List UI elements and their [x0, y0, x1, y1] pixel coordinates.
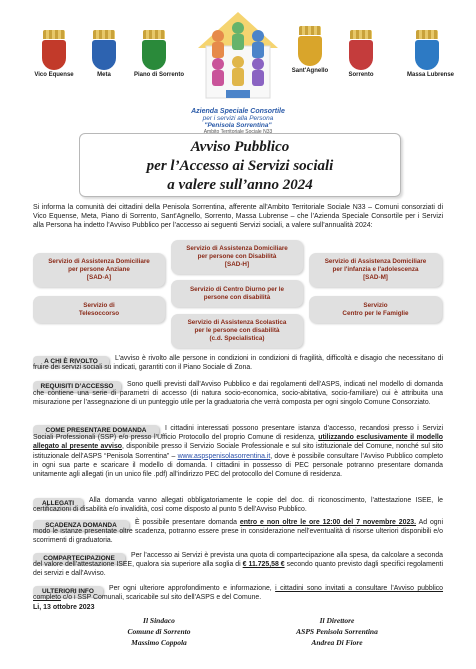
service-line: (c.d. Specialistica) — [209, 335, 265, 342]
shield-icon — [92, 40, 116, 70]
service-line: Servizio di Assistenza Domiciliare — [186, 245, 288, 252]
signature-entity: ASPS Penisola Sorrentina — [296, 627, 378, 636]
title-line-2: per l’Accesso ai Servizi sociali — [146, 158, 334, 174]
signature-entity: Comune di Sorrento — [127, 627, 191, 636]
service-line: Servizio di Centro Diurno per le — [189, 285, 285, 293]
service-sad-m — [309, 253, 442, 287]
section-ulteriori-info — [33, 584, 443, 602]
website-link[interactable]: www.aspspenisolasorrentina.it — [177, 452, 271, 460]
crown-icon — [93, 30, 115, 39]
crown-icon — [416, 30, 438, 39]
text-run: Ad ogni modo le istanze presentate oltre scadenza, potranno essere prese in considerazione nell’eventualità di risorse ulteriori disponibili e/o scorrimenti di graduatoria. — [33, 519, 443, 545]
page-title — [79, 133, 401, 197]
section-come-presentare — [33, 424, 443, 479]
header — [0, 0, 476, 150]
signature-role: Il Sindaco — [143, 616, 175, 625]
text-run: c/o i SSP Comunali, scaricabile sul sito dell’ASPS e del Comune. — [60, 594, 262, 602]
service-line: per persone Anziane — [68, 266, 130, 273]
agency-name — [150, 108, 326, 135]
text-run: Per l’accesso ai Servizi è prevista una quota di compartecipazione alla spesa, da calcolare a seconda del valore dell’attestazione ISEE, qualora sia superiore alla soglia di — [33, 552, 443, 569]
crown-icon — [350, 30, 372, 39]
crown-icon — [143, 30, 165, 39]
isee-threshold: € 11.725,58 € — [242, 561, 285, 569]
crest-sorrento — [341, 30, 381, 78]
municipality-name: Vico Equense — [34, 72, 74, 78]
service-centro-diurno — [171, 280, 303, 307]
signature-person: Andrea Di Fiore — [311, 638, 363, 647]
agency-line-2: per i servizi alla Persona — [202, 115, 274, 122]
label-ulteriori-info: ULTERIORI INFO — [33, 586, 103, 597]
shield-icon — [298, 36, 322, 66]
text-run-underline: i cittadini sono invitati a consultare l’Avviso pubblico completo — [33, 585, 444, 602]
section-scadenza — [33, 518, 443, 546]
label-a-chi-e-rivolto: A CHI È RIVOLTO — [33, 356, 109, 367]
service-line: per persone con Disabilità — [197, 253, 277, 260]
text-run: È possibile presentare domanda — [135, 519, 240, 526]
municipality-name: Massa Lubrense — [407, 72, 455, 78]
asps-logo-icon — [188, 6, 288, 106]
service-line: Telesoccorso — [78, 309, 120, 317]
label-allegati: ALLEGATI — [33, 498, 83, 509]
service-line: per l'infanzia e l'adolescenza — [332, 266, 419, 273]
signature-person: Massimo Coppola — [131, 638, 187, 647]
section-compartecipazione — [33, 551, 443, 579]
label-scadenza: SCADENZA DOMANDA — [33, 520, 129, 531]
service-line: Servizio di Assistenza Domiciliare — [48, 258, 150, 265]
service-line: Servizio di — [83, 301, 115, 309]
intro-paragraph: Si informa la comunità dei cittadini della Penisola Sorrentina, afferente all'Ambito Territoriale Sociale N33 – Comuni consorziati di Vico Equense, Meta, Piano di Sorrento, Sant'Agnello, Sorrento, Massa Lubrense – che l’Azienda Speciale Consortile per i Servizi alla Persona ha indetto l’Avviso Pubblico per l’accesso ai seguenti Servizi sociali, a valere sull’annualità 2024: — [33, 204, 443, 230]
service-line: Servizio — [363, 301, 388, 309]
service-line: Centro per le Famiglie — [342, 309, 409, 317]
crest-piano-di-sorrento — [134, 30, 185, 78]
service-line: Servizio di Assistenza Domiciliare — [324, 258, 427, 265]
service-line: [SAD-M] — [363, 274, 388, 281]
service-line: Servizio di Assistenza Scolastica — [187, 319, 287, 326]
text-run: Per ogni ulteriore approfondimento e informazione, — [109, 585, 276, 592]
text-run-bold: utilizzando esclusivamente il modello allegato al presente avviso — [33, 434, 443, 451]
municipality-name: Sorrento — [348, 72, 374, 78]
signature-role: Il Direttore — [319, 616, 355, 625]
shield-icon — [349, 40, 373, 70]
crest-santagnello — [290, 26, 330, 74]
label-requisiti: REQUISITI D’ACCESSO — [33, 381, 121, 392]
service-sad-a — [33, 253, 165, 287]
text-run: I cittadini interessati possono presentare istanza d’accesso, recandosi presso i Servizi Sociali Professionali (SSP) e/o presso l’Ufficio Protocollo del proprio Comune di residenza, — [33, 425, 443, 442]
service-line: persone con disabilità — [203, 293, 271, 301]
crest-vico-equense — [34, 30, 74, 78]
signature-left — [89, 615, 229, 648]
service-centro-famiglie — [309, 296, 442, 323]
crest-meta — [84, 30, 124, 78]
service-line: [SAD-H] — [224, 261, 250, 268]
text-run: , dove è possibile consultare l’Avviso Pubblico completo in ogni sua parte e scaricare il modello di domanda. I cittadini in possesso di PEC personale potranno presentare domanda unitamente agli allegati (in un unico file .pdf) all’indirizzo PEC del protocollo del Comune di residenza. — [33, 452, 443, 479]
label-compartecipazione: COMPARTECIPAZIONE — [33, 553, 125, 564]
shield-icon — [415, 40, 439, 70]
section-requisiti: Sono quelli previsti dall’Avviso Pubblico e dai regolamenti dell’ASPS, indicati nel modello di domanda che contiene una serie di parametri di accesso (di natura socio-economica, socio-abitativa, socio-familiare) cui è attribuita una misurazione per l’assegnazione di un punteggio utile per la graduatoria che verrà composta per ogni singolo Comune Consorziato. — [33, 381, 443, 407]
municipality-name: Piano di Sorrento — [134, 72, 185, 78]
text-run: , disponibile presso il Servizio Sociale Professionale e sul sito istituzionale del Comune, nonché sul sito istituzionale dell’ASPS “Penisola Sorrentina” – — [33, 443, 443, 460]
crown-icon — [43, 30, 65, 39]
municipality-name: Meta — [97, 72, 111, 78]
title-line-3: a valere sull’anno 2024 — [167, 177, 313, 193]
service-telesoccorso — [33, 296, 165, 323]
section-a-chi-e-rivolto: L’avviso è rivolto alle persone in condizioni in condizioni di fragilità, difficoltà e disagio che necessitano di fruire dei servizi sociali su indicati, garantiti con il Piano Sociale di Zona. — [33, 355, 443, 372]
deadline-text: entro e non oltre le ore 12:00 del 7 novembre 2023. — [239, 519, 417, 526]
service-line: per le persone con disabilità — [194, 327, 280, 334]
crest-massa-lubrense — [407, 30, 455, 78]
section-allegati: Alla domanda vanno allegati obbligatoriamente le copie del doc. di riconoscimento, l’attestazione ISEE, le certificazioni di disabilità e/o invalidità, così come disposto al punto 5 dell’Avviso Pubblico. — [33, 497, 443, 514]
document-date: Li, 13 ottobre 2023 — [33, 604, 95, 611]
agency-line-3: "Penisola Sorrentina" — [204, 122, 272, 129]
service-line: [SAD-A] — [86, 274, 112, 281]
title-line-1: Avviso Pubblico — [190, 139, 290, 155]
text-run: secondo quanto previsto dagli specifici regolamenti dei servizi e dall’Avviso. — [33, 561, 443, 578]
agency-line-1: Azienda Speciale Consortile — [191, 108, 285, 115]
shield-icon — [42, 40, 66, 70]
service-sad-h — [171, 240, 303, 274]
crown-icon — [299, 26, 321, 35]
signature-right — [267, 615, 407, 648]
service-assistenza-scolastica — [171, 314, 303, 348]
label-come-presentare: COME PRESENTARE DOMANDA — [33, 425, 159, 436]
agency-line-4: Ambito Territoriale Sociale N33 — [203, 129, 273, 135]
shield-icon — [142, 40, 166, 70]
municipality-name: Sant'Agnello — [291, 68, 329, 74]
